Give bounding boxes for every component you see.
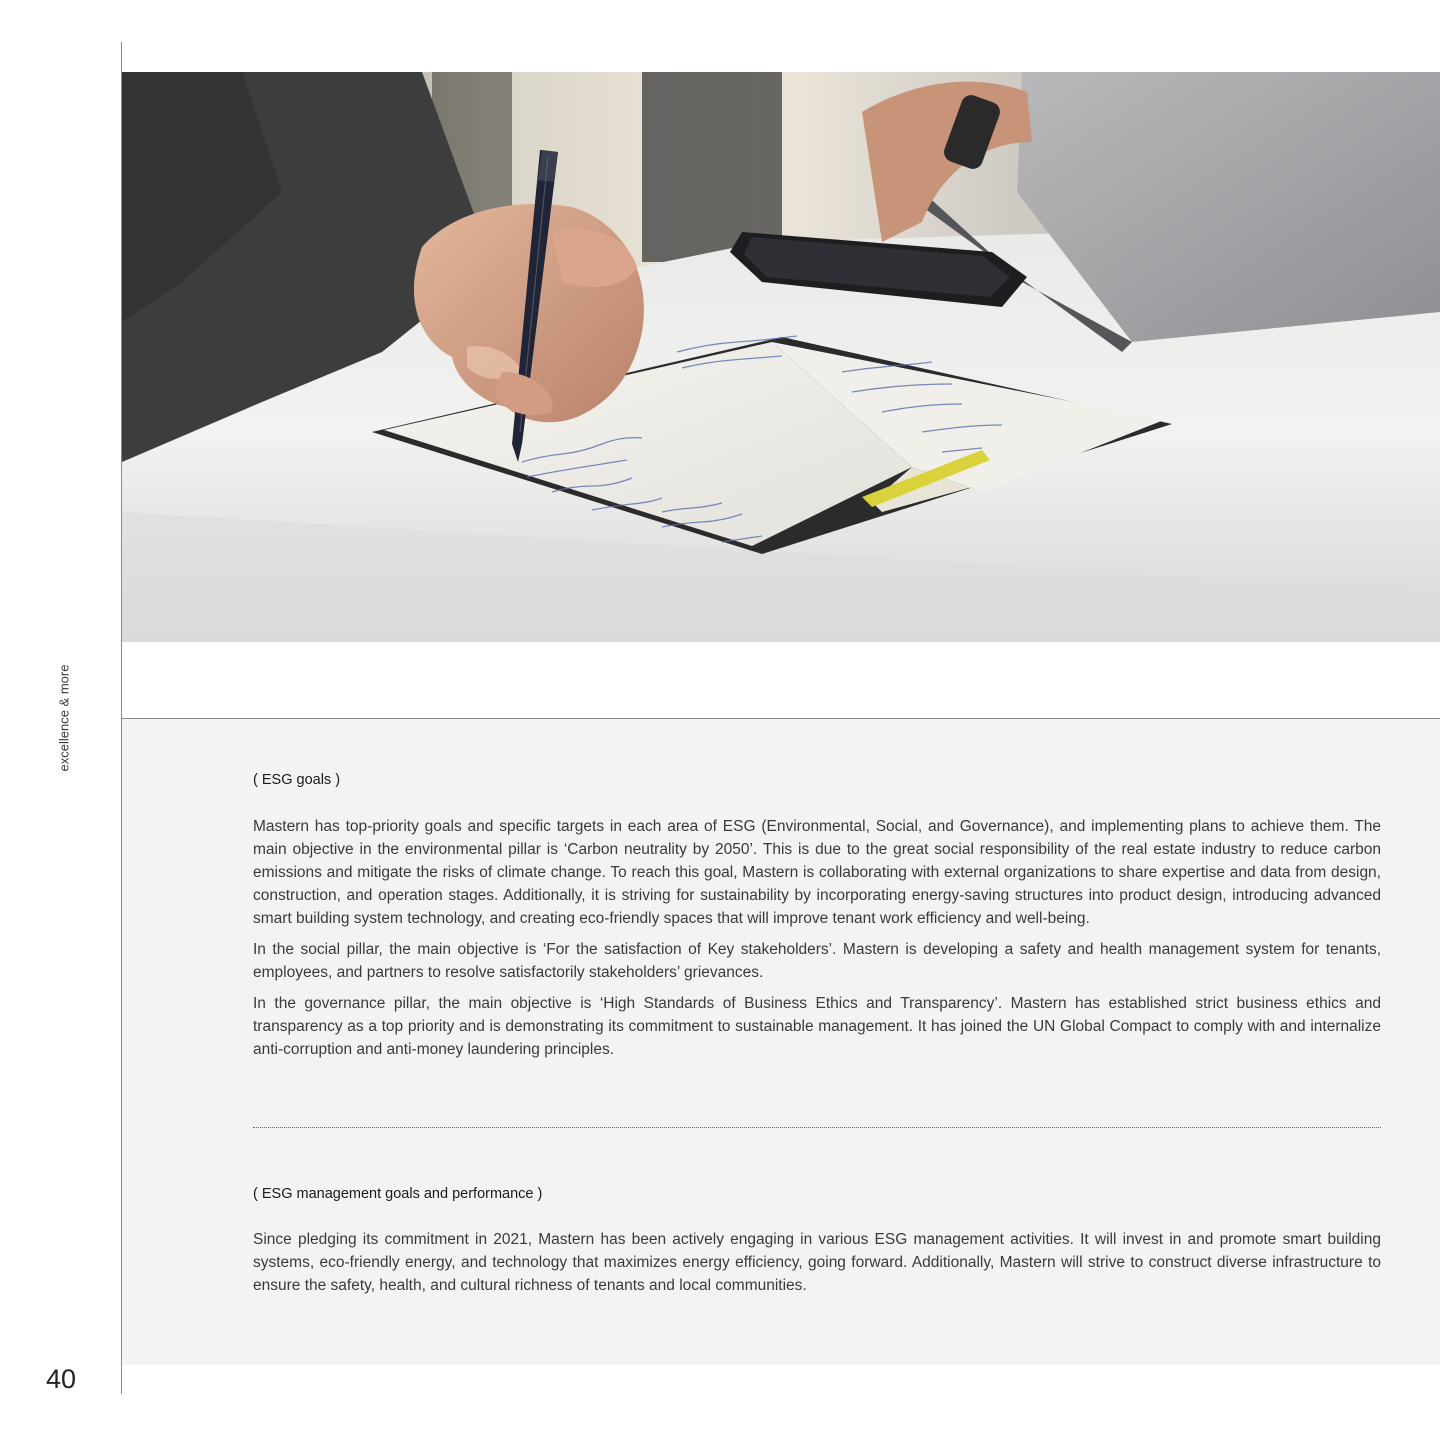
esg-goals-paragraph-environmental: Mastern has top-priority goals and specific targets in each area of ESG (Environmental, Social, and Governance), and implementing plans to achieve them. The main objective in the environmental pillar is ‘Carbon neutrality by 2050’. This is due to the great social responsibility of the real estate industry to reduce carbon emissions and mitigate the risks of climate change. To reach this goal, Mastern is collaborating with external organizations to share expertise and data from design, construction, and operation stages. Additionally, it is striving for sustainability by incorporating energy-saving structures into product design, introducing advanced smart building system technology, and creating eco-friendly spaces that will improve tenant work efficiency and well-being. [253, 818, 1381, 927]
esg-goals-body [253, 815, 1381, 1061]
esg-management-heading: ( ESG management goals and performance ) [253, 1186, 543, 1202]
page-number: 40 [46, 1364, 77, 1394]
section-side-label: excellence & more [56, 664, 72, 772]
dotted-separator [253, 1127, 1381, 1128]
esg-goals-paragraph-governance: In the governance pillar, the main objective is ‘High Standards of Business Ethics and Transparency’. Mastern has established strict business ethics and transparency as a top priority and is demonstrating its commitment to sustainable management. It has joined the UN Global Compact to comply with and internalize anti-corruption and anti-money laundering principles. [253, 995, 1381, 1058]
esg-management-body [253, 1228, 1381, 1297]
esg-goals-heading-block [253, 770, 1381, 790]
esg-management-paragraph: Since pledging its commitment in 2021, Mastern has been actively engaging in various ESG management activities. It will invest in and promote smart building systems, eco-friendly energy, and technology that maximizes energy efficiency, going forward. Additionally, Mastern will strive to construct diverse infrastructure to ensure the safety, health, and cultural richness of tenants and local communities. [253, 1231, 1381, 1294]
esg-goals-paragraph-social: In the social pillar, the main objective is ‘For the satisfaction of Key stakeholders’. Mastern is developing a safety and health management system for tenants, employees, and partners to resolve satisfactorily stakeholders’ grievances. [253, 941, 1381, 981]
esg-goals-heading: ( ESG goals ) [253, 772, 341, 788]
esg-management-heading-block [253, 1184, 1381, 1204]
photo-notebook-writing [122, 72, 1440, 642]
